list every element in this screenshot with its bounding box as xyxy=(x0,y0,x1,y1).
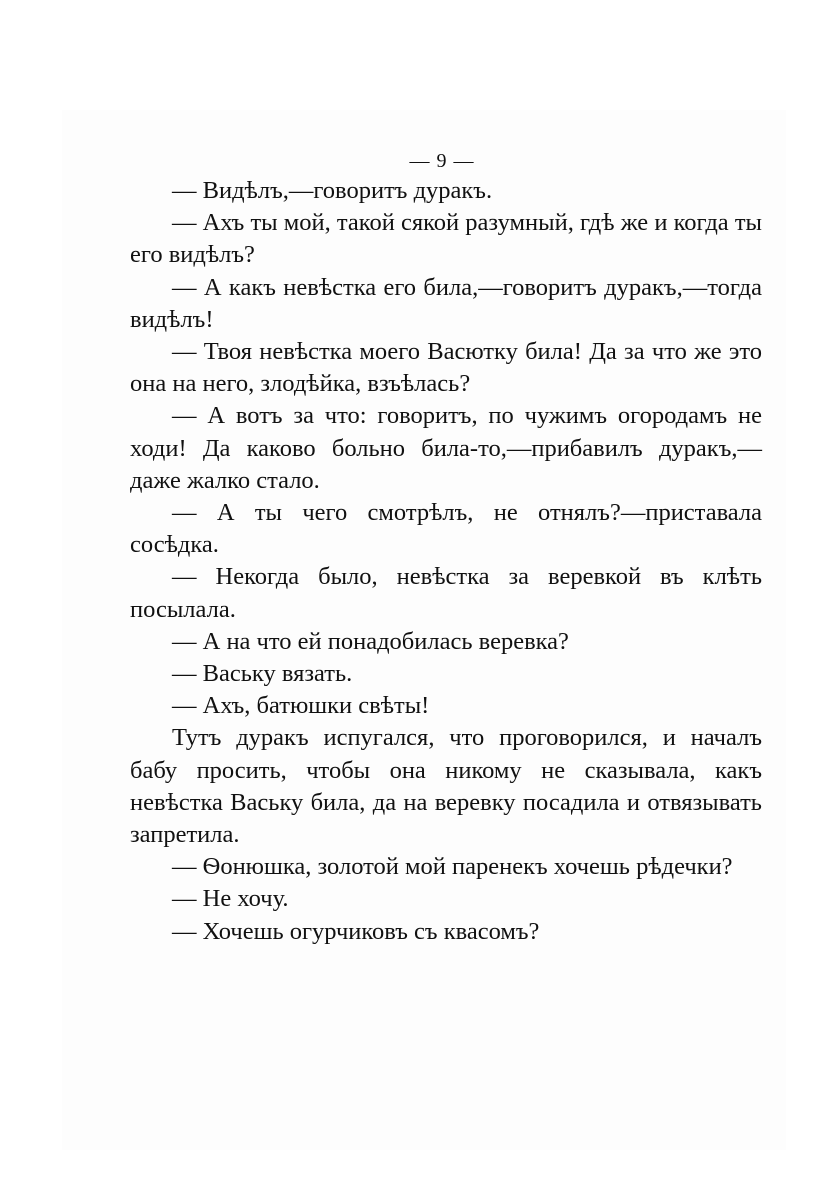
paragraph: — А на что ей понадобилась веревка? xyxy=(172,627,569,655)
paragraph: — Не хочу. xyxy=(172,885,289,913)
paragraph: — А ты чего смотрѣлъ, не отнялъ?—приставала сосѣдка. xyxy=(130,499,762,559)
paragraph: — Ѳонюшка, золотой мой паренекъ хочешь рѣдечки? xyxy=(172,853,733,881)
paragraph: Тутъ дуракъ испугался, что проговорился, и началъ бабу просить, чтобы она никому не сказывала, какъ невѣстка Ваську била, да на веревку посадила и отвязывать запретила. xyxy=(130,724,762,849)
paragraph: — Видѣлъ,—говоритъ дуракъ. xyxy=(172,177,493,204)
paragraph: — Твоя невѣстка моего Васютку била! Да за что же это она на него, злодѣйка, взъѣлась? xyxy=(130,338,762,398)
paragraph: — Хочешь огурчиковъ съ квасомъ? xyxy=(172,917,540,945)
page-number: — 9 — xyxy=(409,150,475,172)
paragraph: — Некогда было, невѣстка за веревкой въ клѣть посылала. xyxy=(130,563,762,623)
paragraph: — Ваську вязать. xyxy=(172,660,353,688)
paragraph: — Ахъ, батюшки свѣты! xyxy=(172,692,430,720)
body-text xyxy=(130,175,762,948)
paragraph: — Ахъ ты мой, такой сякой разумный, гдѣ же и когда ты его видѣлъ? xyxy=(130,209,762,269)
paragraph: — А вотъ за что: говоритъ, по чужимъ огородамъ не ходи! Да каково больно била-то,—прибавилъ дуракъ,—даже жалко стало. xyxy=(130,402,762,494)
paragraph: — А какъ невѣстка его била,—говоритъ дуракъ,—тогда видѣлъ! xyxy=(130,273,762,333)
